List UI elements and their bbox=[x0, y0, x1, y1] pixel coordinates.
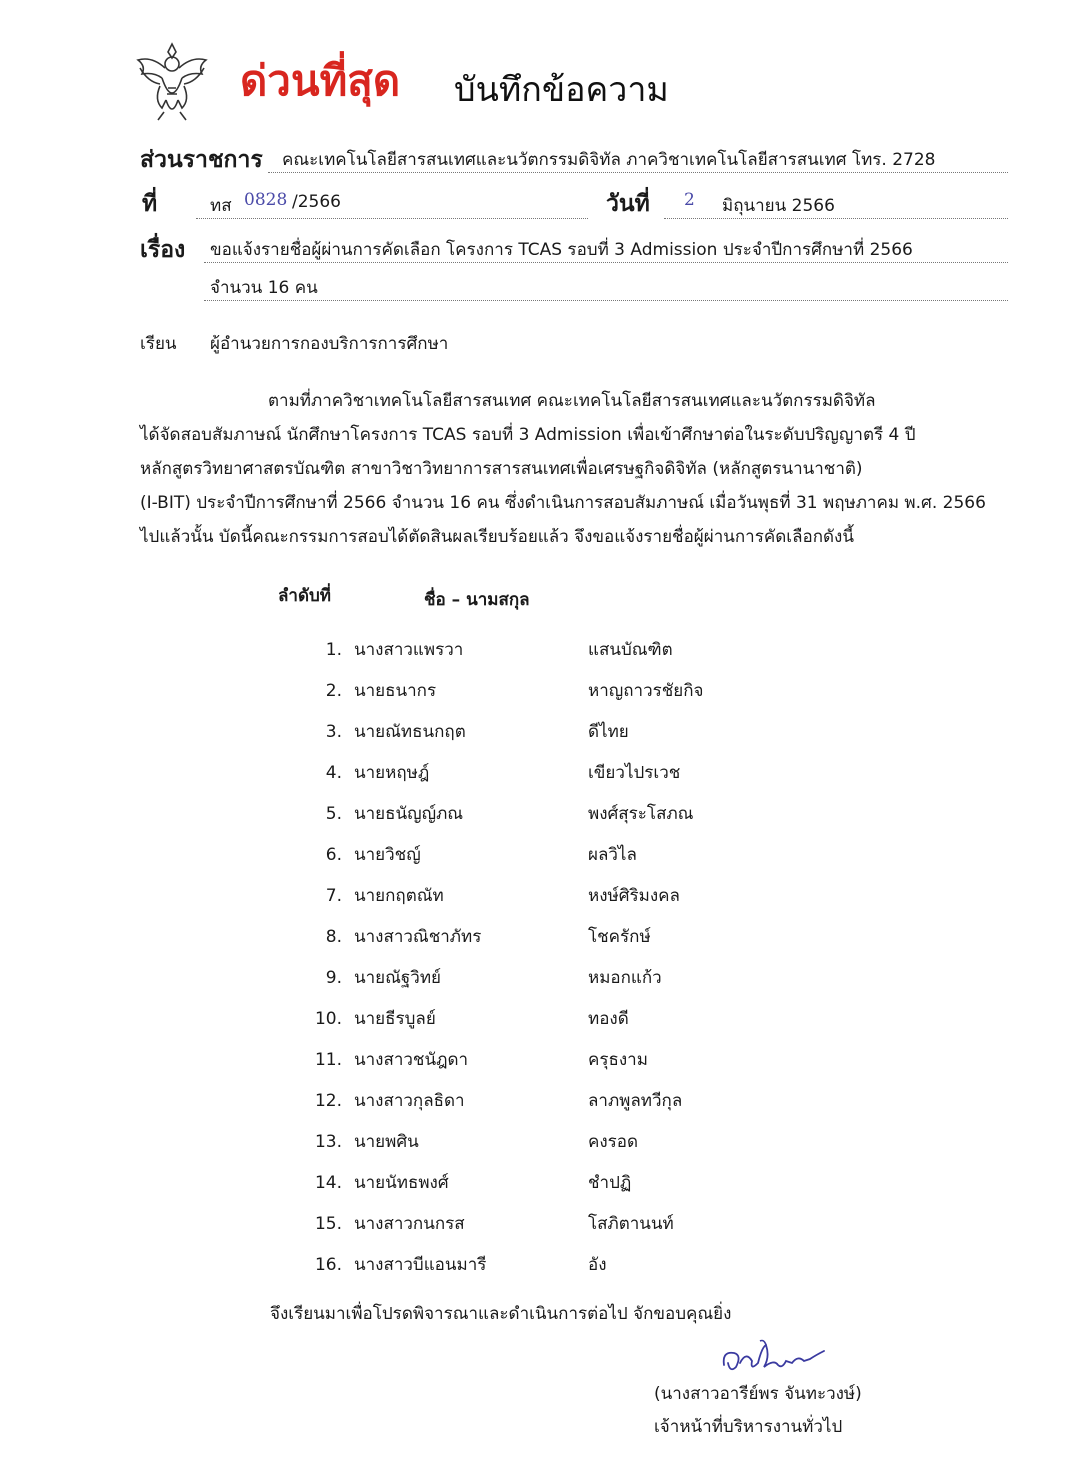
date-day-handwritten: 2 bbox=[684, 190, 695, 210]
body-line-5: ไปแล้วนั้น บัดนี้คณะกรรมการสอบได้ตัดสินผลเรียบร้อยแล้ว จึงขอแจ้งรายชื่อผู้ผ่านการคัดเลือกดังนี้ bbox=[140, 527, 854, 547]
row-last-name: โสภิตานนท์ bbox=[588, 1214, 674, 1234]
row-number: 11. bbox=[314, 1050, 342, 1070]
list-row bbox=[300, 677, 704, 707]
row-number: 5. bbox=[325, 804, 342, 824]
row-last-name: เขียวไปรเวช bbox=[588, 763, 681, 783]
row-first-name: นายธนัญญ์ภณ bbox=[354, 804, 464, 824]
subject-dotline-1 bbox=[204, 262, 1008, 263]
date-month-year: มิถุนายน 2566 bbox=[722, 196, 835, 216]
body-line-2: ได้จัดสอบสัมภาษณ์ นักศึกษาโครงการ TCAS รอบที่ 3 Admission เพื่อเข้าศึกษาต่อในระดับปริญญาตรี 4 ปี bbox=[140, 425, 916, 445]
row-last-name: ดีไทย bbox=[588, 722, 629, 742]
row-last-name: ทองดี bbox=[588, 1009, 629, 1029]
row-number: 6. bbox=[325, 845, 342, 865]
signer-name: (นางสาวอารีย์พร จันทะวงษ์) bbox=[654, 1384, 862, 1404]
row-first-name: นายวิชญ์ bbox=[354, 845, 421, 865]
ref-prefix: ทส bbox=[210, 196, 232, 216]
list-row bbox=[300, 636, 673, 666]
row-number: 12. bbox=[314, 1091, 342, 1111]
signer-position: เจ้าหน้าที่บริหารงานทั่วไป bbox=[654, 1417, 843, 1437]
row-first-name: นายธนากร bbox=[354, 681, 437, 701]
list-header-name: ชื่อ – นามสกุล bbox=[424, 590, 530, 610]
row-first-name: นายกฤตณัท bbox=[354, 886, 444, 906]
row-first-name: นางสาวบีแอนมารี bbox=[354, 1255, 487, 1275]
row-number: 7. bbox=[325, 886, 342, 906]
ref-label: ที่ bbox=[142, 191, 158, 217]
body-line-4: (I-BIT) ประจำปีการศึกษาที่ 2566 จำนวน 16 คน ซึ่งดำเนินการสอบสัมภาษณ์ เมื่อวันพุธที่ 31 พฤษภาคม พ.ศ. 2566 bbox=[140, 493, 986, 513]
row-number: 1. bbox=[325, 640, 342, 660]
list-row bbox=[300, 1169, 631, 1199]
row-number: 2. bbox=[325, 681, 342, 701]
row-number: 8. bbox=[325, 927, 342, 947]
list-row bbox=[300, 1087, 682, 1117]
memo-title: บันทึกข้อความ bbox=[454, 70, 669, 110]
row-last-name: อัง bbox=[588, 1255, 607, 1275]
row-last-name: คงรอด bbox=[588, 1132, 639, 1152]
row-number: 4. bbox=[325, 763, 342, 783]
row-number: 13. bbox=[314, 1132, 342, 1152]
list-row bbox=[300, 1005, 629, 1035]
date-label: วันที่ bbox=[606, 191, 650, 217]
row-number: 15. bbox=[314, 1214, 342, 1234]
ref-dotline bbox=[196, 218, 588, 219]
row-first-name: นายณัฐวิทย์ bbox=[354, 968, 441, 988]
row-first-name: นางสาวแพรวา bbox=[354, 640, 464, 660]
row-first-name: นายธีรบูลย์ bbox=[354, 1009, 436, 1029]
row-number: 10. bbox=[314, 1009, 342, 1029]
row-first-name: นายนัทธพงศ์ bbox=[354, 1173, 449, 1193]
row-number: 14. bbox=[314, 1173, 342, 1193]
list-row bbox=[300, 882, 680, 912]
list-header-no: ลำดับที่ bbox=[278, 586, 332, 606]
subject-dotline-2 bbox=[204, 300, 1008, 301]
row-first-name: นางสาวณิชาภัทร bbox=[354, 927, 482, 947]
garuda-emblem-icon bbox=[132, 38, 212, 124]
row-last-name: ชำปฏิ bbox=[588, 1173, 632, 1193]
row-last-name: หมอกแก้ว bbox=[588, 968, 662, 988]
list-row bbox=[300, 759, 680, 789]
list-row bbox=[300, 841, 637, 871]
row-number: 3. bbox=[325, 722, 342, 742]
department-value: คณะเทคโนโลยีสารสนเทศและนวัตกรรมดิจิทัล ภาควิชาเทคโนโลยีสารสนเทศ โทร. 2728 bbox=[282, 150, 936, 170]
row-first-name: นางสาวกนกรส bbox=[354, 1214, 465, 1234]
list-row bbox=[300, 964, 662, 994]
ref-number-handwritten: 0828 bbox=[244, 190, 288, 210]
list-row bbox=[300, 718, 629, 748]
row-number: 9. bbox=[325, 968, 342, 988]
row-first-name: นายพศิน bbox=[354, 1132, 419, 1152]
row-last-name: พงศ์สุระโสภณ bbox=[588, 804, 694, 824]
row-last-name: โชครักษ์ bbox=[588, 927, 651, 947]
subject-line-2: จำนวน 16 คน bbox=[210, 278, 318, 298]
date-dotline bbox=[664, 218, 1008, 219]
list-row bbox=[300, 1210, 674, 1240]
list-row bbox=[300, 1251, 607, 1281]
row-first-name: นางสาวชนัฎดา bbox=[354, 1050, 469, 1070]
department-dotline bbox=[268, 172, 1008, 173]
body-line-1: ตามที่ภาควิชาเทคโนโลยีสารสนเทศ คณะเทคโนโลยีสารสนเทศและนวัตกรรมดิจิทัล bbox=[268, 391, 876, 411]
row-last-name: ครุธงาม bbox=[588, 1050, 648, 1070]
row-last-name: ลาภพูลทวีกุล bbox=[588, 1091, 683, 1111]
row-last-name: แสนบัณฑิต bbox=[588, 640, 673, 660]
row-first-name: นายหฤษฎ์ bbox=[354, 763, 430, 783]
list-row bbox=[300, 1046, 648, 1076]
body-line-3: หลักสูตรวิทยาศาสตรบัณฑิต สาขาวิชาวิทยาการสารสนเทศเพื่อเศรษฐกิจดิจิทัล (หลักสูตรนานาชาติ) bbox=[140, 459, 863, 479]
urgency-label: ด่วนที่สุด bbox=[240, 56, 401, 105]
subject-line-1: ขอแจ้งรายชื่อผู้ผ่านการคัดเลือก โครงการ TCAS รอบที่ 3 Admission ประจำปีการศึกษาที่ 2566 bbox=[210, 240, 913, 260]
row-first-name: นางสาวกุลธิดา bbox=[354, 1091, 465, 1111]
row-first-name: นายณัทธนกฤต bbox=[354, 722, 466, 742]
salutation-label: เรียน bbox=[140, 334, 177, 354]
body-paragraph bbox=[140, 384, 1002, 554]
row-last-name: หาญถาวรชัยกิจ bbox=[588, 681, 704, 701]
list-row bbox=[300, 923, 651, 953]
list-row bbox=[300, 800, 693, 830]
department-label: ส่วนราชการ bbox=[140, 147, 263, 173]
handwritten-signature bbox=[720, 1337, 830, 1379]
list-row bbox=[300, 1128, 638, 1158]
row-last-name: หงษ์ศิริมงคล bbox=[588, 886, 680, 906]
salutation-recipient: ผู้อำนวยการกองบริการการศึกษา bbox=[210, 334, 449, 354]
row-last-name: ผลวิไล bbox=[588, 845, 637, 865]
closing-sentence: จึงเรียนมาเพื่อโปรดพิจารณาและดำเนินการต่อไป จักขอบคุณยิ่ง bbox=[270, 1304, 732, 1324]
subject-label: เรื่อง bbox=[140, 237, 186, 263]
row-number: 16. bbox=[314, 1255, 342, 1275]
ref-year: /2566 bbox=[292, 192, 341, 212]
